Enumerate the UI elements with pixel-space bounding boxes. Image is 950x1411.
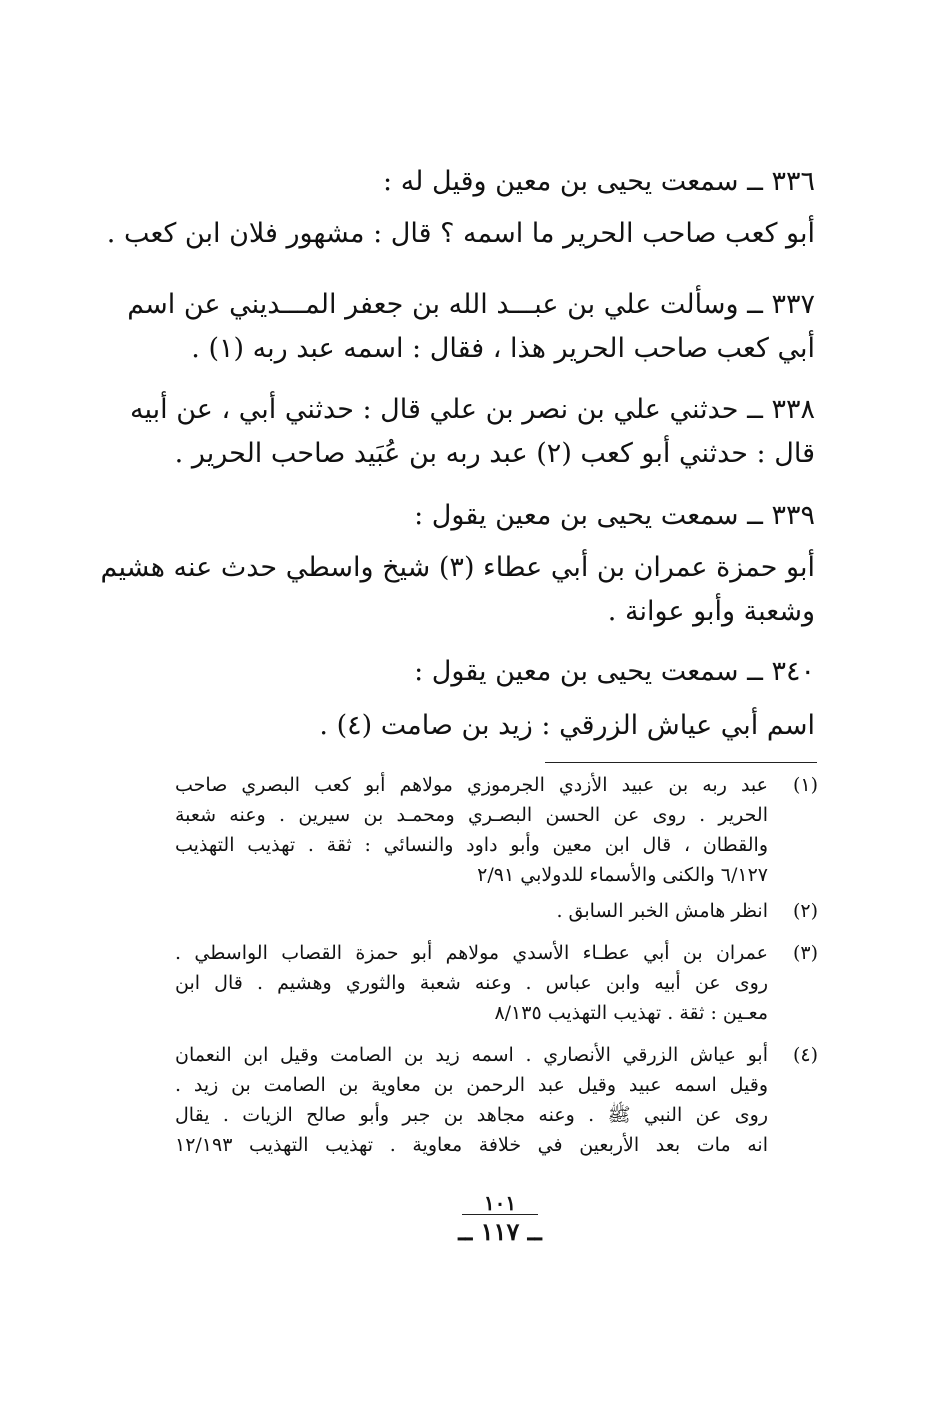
footnote-number: (١) xyxy=(792,774,818,796)
footnote-number: (٢) xyxy=(792,900,818,922)
original-page-number: ١٠١ xyxy=(462,1192,538,1215)
entry-337-line: أبي كعب صاحب الحرير هذا ، فقال : اسمه عبد ربه (١) . xyxy=(191,333,815,364)
footnote-line: أبو عياش الزرقي الأنصاري . اسمه زيد بن الصامت وقيل ابن النعمان xyxy=(175,1044,768,1066)
footnote-line: روى عن أبيه وابن عباس . وعنه شعبة والثوري وهشيم . قال ابن xyxy=(175,972,768,994)
entry-339-line: أبو حمزة عمران بن أبي عطاء (٣) شيخ واسطي حدث عنه هشيم xyxy=(100,552,815,583)
entry-338-line: ٣٣٨ ــ حدثني علي بن نصر بن علي قال : حدثني أبي ، عن أبيه xyxy=(129,394,815,425)
entry-340-line: اسم أبي عياش الزرقي : زيد بن صامت (٤) . xyxy=(319,710,815,741)
footnote-separator xyxy=(545,762,817,763)
entry-338-text xyxy=(129,388,815,476)
footnote-line: والقطان ، قال ابن معين وأبو داود والنسائي : ثقة . تهذيب التهذيب xyxy=(175,834,768,856)
entry-336-line: أبو كعب صاحب الحرير ما اسمه ؟ قال : مشهور فلان ابن كعب . xyxy=(106,218,815,249)
entry-340-text xyxy=(165,704,815,748)
footnote-line: انظر هامش الخبر السابق . xyxy=(556,900,768,922)
footnote-3 xyxy=(175,938,818,1028)
footnote-line: انه مات بعد الأربعين في خلافة معاوية . تهذيب التهذيب ١٢/١٩٣ xyxy=(175,1134,768,1156)
footnote-line: معـين : ثقة . تهذيب التهذيب ٨/١٣٥ xyxy=(494,1002,768,1024)
footnote-line: روى عن النبي ﷺ . وعنه مجاهد بن جبر وأبو صالح الزيات . يقال xyxy=(175,1104,768,1126)
footnote-2 xyxy=(175,896,818,926)
entry-339-text xyxy=(100,546,815,634)
entry-339-heading: ٣٣٩ ــ سمعت يحيى بن معين يقول : xyxy=(414,500,815,531)
footnote-line: عمران بن أبي عطـاء الأسدي مولاهم أبو حمزة القصاب الواسطي . xyxy=(175,942,768,964)
footnote-4 xyxy=(175,1040,818,1160)
page-number-block xyxy=(440,1192,560,1249)
entry-337-text xyxy=(127,283,815,371)
entry-339-line: وشعبة وأبو عوانة . xyxy=(607,596,815,627)
entry-336-text xyxy=(106,212,815,256)
entry-336-heading: ٣٣٦ ــ سمعت يحيى بن معين وقيل له : xyxy=(383,166,815,197)
footnote-line: ٦/١٢٧ والكنى والأسماء للدولابي ٢/٩١ xyxy=(477,864,768,886)
page-number: ــ ١١٧ ــ xyxy=(458,1217,542,1246)
footnote-1 xyxy=(175,770,818,890)
entry-340-heading: ٣٤٠ ــ سمعت يحيى بن معين يقول : xyxy=(414,656,815,687)
footnote-line: عبد ربه بن عبيد الأزدي الجرموزي مولاهم أبو كعب البصري صاحب xyxy=(175,774,768,796)
footnote-number: (٣) xyxy=(792,942,818,964)
footnote-line: الحرير . روى عن الحسن البصـري ومحمـد بن سيرين . وعنه شعبة xyxy=(175,804,768,826)
footnote-line: وقيل اسمه عبيد وقيل عبد الرحمن بن معاوية بن الصامت بن زيد . xyxy=(175,1074,768,1096)
footnote-number: (٤) xyxy=(792,1044,818,1066)
entry-338-line: قال : حدثني أبو كعب (٢) عبد ربه بن عُبَيد صاحب الحرير . xyxy=(174,438,815,469)
entry-337-line: ٣٣٧ ــ وسألت علي بن عبـــد الله بن جعفر المـــديني عن اسم xyxy=(127,289,815,320)
